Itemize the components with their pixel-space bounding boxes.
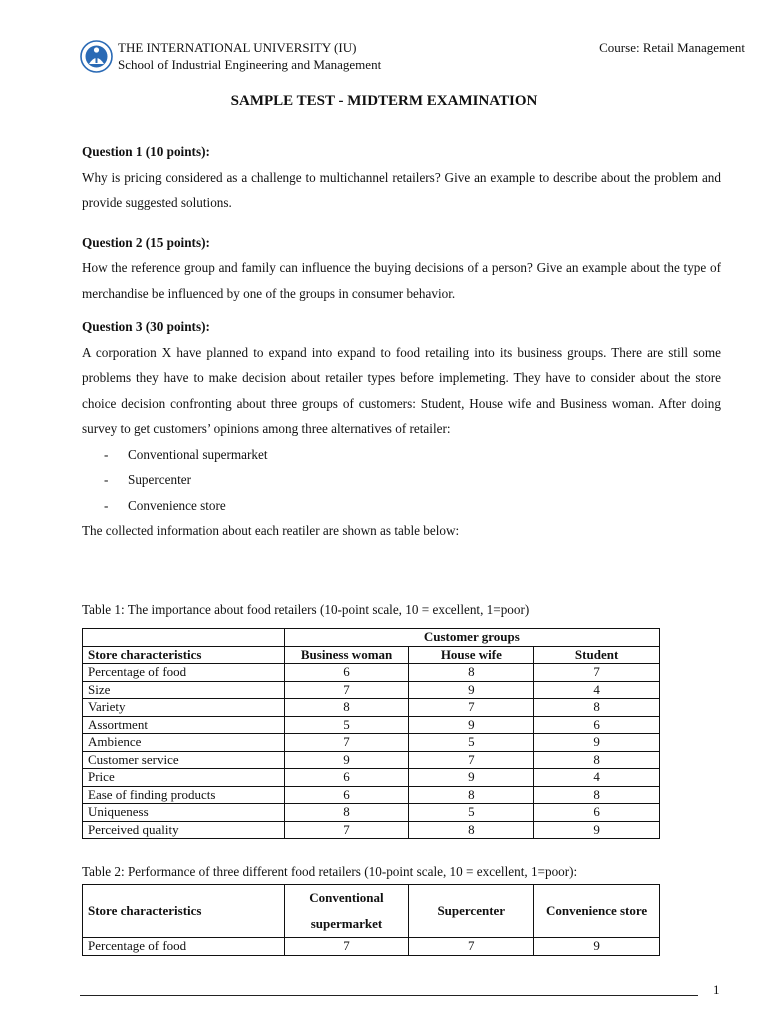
column-header: Conventional supermarket: [284, 885, 409, 938]
table-row: [83, 664, 660, 682]
table-header-row: [83, 885, 660, 938]
table-cell: 6: [534, 716, 660, 734]
list-item: - Supercenter: [82, 467, 721, 493]
column-header: Store characteristics: [83, 646, 285, 664]
table-cell: 7: [409, 938, 534, 956]
column-header: Store characteristics: [83, 885, 285, 938]
table-1-caption: Table 1: The importance about food retailers (10-point scale, 10 = excellent, 1=poor): [82, 602, 530, 617]
list-item: - Convenience store: [82, 493, 721, 519]
table-cell: 4: [534, 681, 660, 699]
question-1-text: Why is pricing considered as a challenge to multichannel retailers? Give an example to describe about the problem and provide suggested solutions.: [82, 169, 721, 210]
table-cell: 6: [284, 786, 409, 804]
table-row: [83, 699, 660, 717]
table-cell: 8: [534, 751, 660, 769]
group-header: Customer groups: [284, 629, 659, 647]
table-cell: 7: [284, 821, 409, 839]
table-row: [83, 734, 660, 752]
table-cell: 6: [534, 804, 660, 822]
table-row: [83, 629, 660, 647]
table-cell: 5: [409, 804, 534, 822]
table-1: [82, 628, 660, 839]
table-cell: 9: [534, 734, 660, 752]
table-cell: 8: [284, 804, 409, 822]
table-row: [83, 804, 660, 822]
table-row: [83, 716, 660, 734]
column-header: Supercenter: [409, 885, 534, 938]
column-header: Student: [534, 646, 660, 664]
university-name: THE INTERNATIONAL UNIVERSITY (IU): [118, 40, 357, 55]
table-cell: 8: [409, 786, 534, 804]
table-cell: 8: [284, 699, 409, 717]
table-cell: 9: [409, 716, 534, 734]
table-cell: 7: [284, 681, 409, 699]
table-cell: [83, 629, 285, 647]
column-header: Convenience store: [534, 885, 660, 938]
course-name: Course: Retail Management: [599, 40, 745, 55]
table-cell: Customer service: [83, 751, 285, 769]
table-cell: 6: [284, 664, 409, 682]
table-cell: Price: [83, 769, 285, 787]
table-cell: 9: [409, 769, 534, 787]
table-cell: 8: [409, 821, 534, 839]
column-header: House wife: [409, 646, 534, 664]
table-cell: Ambience: [83, 734, 285, 752]
table-2: [82, 884, 660, 956]
table-row: [83, 786, 660, 804]
question-3-text: A corporation X have planned to expand into expand to food retailing into its business groups. There are still some problems they have to make decision about retailer types before implemeting. They have to consider about the store choice decision confronting about three groups of customers: Student, House wife and Business woman. After doing survey to get customers’ opinions among three alternatives of retailer:: [82, 344, 721, 436]
table-cell: Variety: [83, 699, 285, 717]
question-3-heading: Question 3 (30 points):: [82, 319, 210, 334]
table-cell: 9: [534, 821, 660, 839]
table-cell: 8: [534, 786, 660, 804]
table-cell: 7: [534, 664, 660, 682]
table-cell: 5: [409, 734, 534, 752]
table-cell: Ease of finding products: [83, 786, 285, 804]
table-cell: 7: [409, 751, 534, 769]
table-row: [83, 751, 660, 769]
table-row: [83, 821, 660, 839]
table-cell: 9: [534, 938, 660, 956]
question-2-text: How the reference group and family can influence the buying decisions of a person? Give an example about the type of merchandise be influenced by one of the groups in consumer behavior.: [82, 260, 721, 301]
table-cell: 4: [534, 769, 660, 787]
table-cell: Percentage of food: [83, 664, 285, 682]
table-cell: 8: [534, 699, 660, 717]
table-cell: 7: [409, 699, 534, 717]
university-logo-icon: [80, 40, 113, 73]
page-number: 1: [713, 982, 720, 997]
table-cell: Uniqueness: [83, 804, 285, 822]
table-cell: 7: [284, 734, 409, 752]
list-item: - Conventional supermarket: [82, 442, 721, 468]
table-header-row: [83, 646, 660, 664]
page-header: [80, 38, 745, 74]
table-cell: 5: [284, 716, 409, 734]
table-row: [83, 769, 660, 787]
footer-rule: [80, 995, 698, 996]
table-row: [83, 938, 660, 956]
exam-title: SAMPLE TEST - MIDTERM EXAMINATION: [230, 93, 538, 109]
question-2-heading: Question 2 (15 points):: [82, 234, 210, 250]
school-name: School of Industrial Engineering and Management: [118, 57, 382, 72]
retailer-list: [82, 442, 721, 519]
question-1-heading: Question 1 (10 points):: [82, 144, 210, 159]
question-3-table-intro: The collected information about each reatiler are shown as table below:: [82, 523, 460, 538]
table-cell: Percentage of food: [83, 938, 285, 956]
table-cell: 7: [284, 938, 409, 956]
table-2-caption: Table 2: Performance of three different food retailers (10-point scale, 10 = excellent, 1=poor):: [82, 864, 578, 879]
table-cell: Size: [83, 681, 285, 699]
column-header: Business woman: [284, 646, 409, 664]
table-row: [83, 681, 660, 699]
table-cell: 9: [409, 681, 534, 699]
table-cell: 8: [409, 664, 534, 682]
table-cell: Perceived quality: [83, 821, 285, 839]
table-cell: Assortment: [83, 716, 285, 734]
exam-body: [82, 139, 721, 544]
table-cell: 9: [284, 751, 409, 769]
table-cell: 6: [284, 769, 409, 787]
